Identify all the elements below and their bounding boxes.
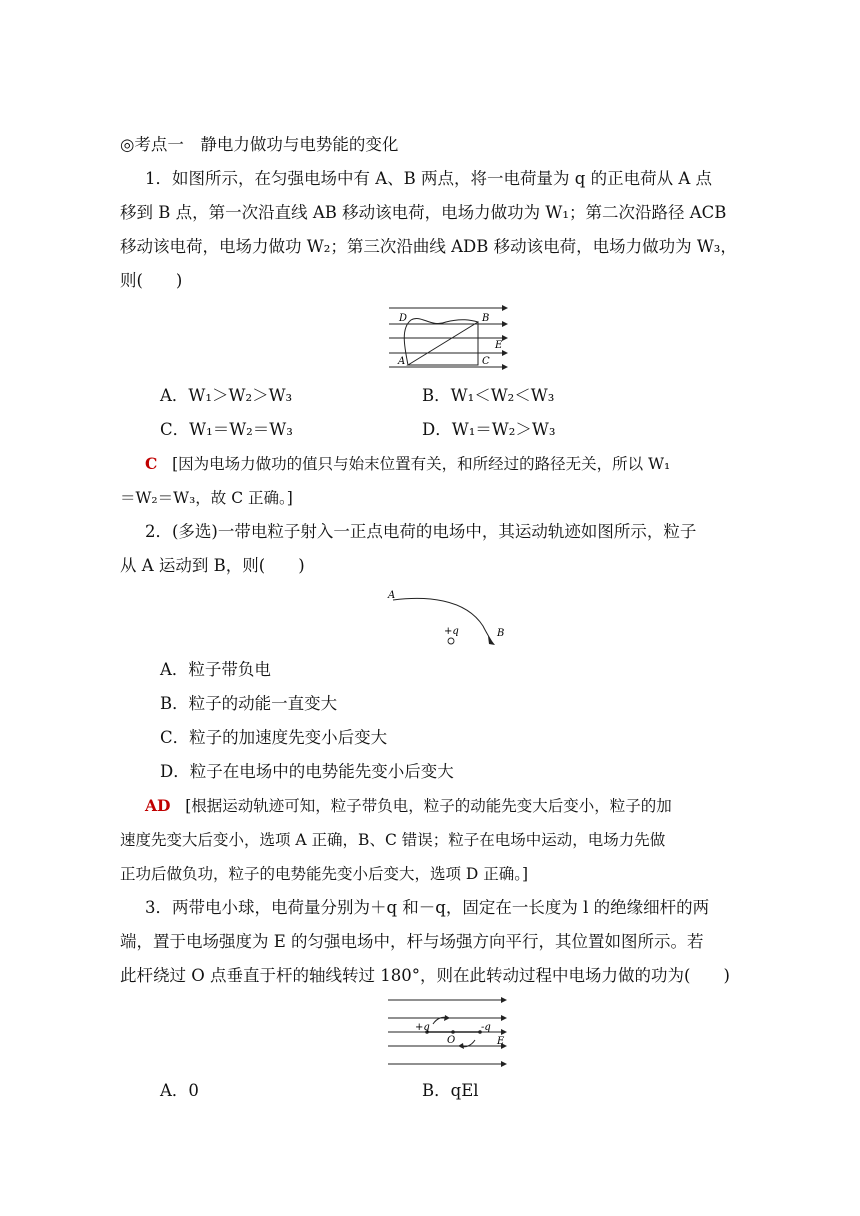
q3-option-b: B．qEl <box>422 1081 479 1100</box>
q1-label-a: A <box>398 356 406 367</box>
q2-option-b: B．粒子的动能一直变大 <box>160 694 338 713</box>
q2-answer: AD <box>145 796 171 815</box>
q3-label-o: O <box>447 1035 456 1046</box>
q1-line-1: 1．如图所示，在匀强电场中有 A、B 两点，将一电荷量为 q 的正电荷从 A 点 <box>145 169 712 188</box>
q2-option-c: C．粒子的加速度先变小后变大 <box>160 728 388 747</box>
q3-option-a: A．0 <box>160 1081 199 1100</box>
q3-line-3: 此杆绕过 O 点垂直于杆的轴线转过 180°，则在此转动过程中电场力做的功为( ) <box>120 966 730 985</box>
q2-line-1: 2．(多选)一带电粒子射入一正点电荷的电场中，其运动轨迹如图所示，粒子 <box>145 522 697 541</box>
q1-label-b: B <box>482 313 490 324</box>
q2-label-a: A <box>388 590 396 601</box>
q1-figure-uniform-field <box>386 300 510 374</box>
q1-explanation-line-1 <box>145 453 670 475</box>
q3-line-1: 3．两带电小球，电荷量分别为＋q 和－q，固定在一长度为 l 的绝缘细杆的两 <box>145 898 710 917</box>
q2-option-d: D．粒子在电场中的电势能先变小后变大 <box>160 762 454 781</box>
q2-figure-trajectory <box>385 586 515 648</box>
q1-line-3: 移动该电荷，电场力做功 W₂；第三次沿曲线 ADB 移动该电荷，电场力做功为 W₃， <box>120 237 737 256</box>
q1-line-4: 则( ) <box>120 271 183 290</box>
q3-label-e: E <box>497 1036 505 1047</box>
q2-line-2: 从 A 运动到 B，则( ) <box>120 556 305 575</box>
q1-option-d: D．W₁＝W₂＞W₃ <box>422 420 556 439</box>
q2-label-b: B <box>497 628 505 639</box>
q2-explanation-text-1: [根据运动轨迹可知，粒子带负电，粒子的动能先变大后变小，粒子的加 <box>185 797 672 815</box>
q1-explanation-line-2: ＝W₂＝W₃，故 C 正确。] <box>120 489 293 507</box>
q1-option-c: C．W₁＝W₂＝W₃ <box>160 420 293 439</box>
q1-label-e: E <box>495 340 503 351</box>
q1-option-a: A．W₁＞W₂＞W₃ <box>160 386 293 405</box>
q2-label-charge: +q <box>444 626 459 637</box>
q1-answer: C <box>145 454 158 473</box>
q3-label-plus-q: +q <box>415 1022 430 1033</box>
q2-explanation-line-2: 速度先变大后变小，选项 A 正确，B、C 错误；粒子在电场中运动，电场力先做 <box>120 831 666 849</box>
q1-option-b: B．W₁＜W₂＜W₃ <box>422 386 555 405</box>
q3-figure-rotating-rod <box>385 994 515 1070</box>
q3-label-minus-q: -q <box>481 1022 491 1033</box>
q2-point-charge <box>448 638 454 644</box>
q1-line-2: 移到 B 点，第一次沿直线 AB 移动该电荷，电场力做功为 W₁；第二次沿路径 ACB <box>120 203 727 222</box>
section-title: ◎考点一 静电力做功与电势能的变化 <box>120 135 399 154</box>
q1-label-d: D <box>399 313 408 324</box>
q1-explanation-text-1: [因为电场力做功的值只与始末位置有关，和所经过的路径无关，所以 W₁ <box>172 455 671 473</box>
q2-option-a: A．粒子带负电 <box>160 660 271 679</box>
q2-explanation-line-3: 正功后做负功，粒子的电势能先变小后变大，选项 D 正确。] <box>120 865 529 883</box>
q2-explanation-line-1 <box>145 795 672 817</box>
q3-line-2: 端，置于电场强度为 E 的匀强电场中，杆与场强方向平行，其位置如图所示。若 <box>120 932 704 951</box>
q1-label-c: C <box>482 356 490 367</box>
